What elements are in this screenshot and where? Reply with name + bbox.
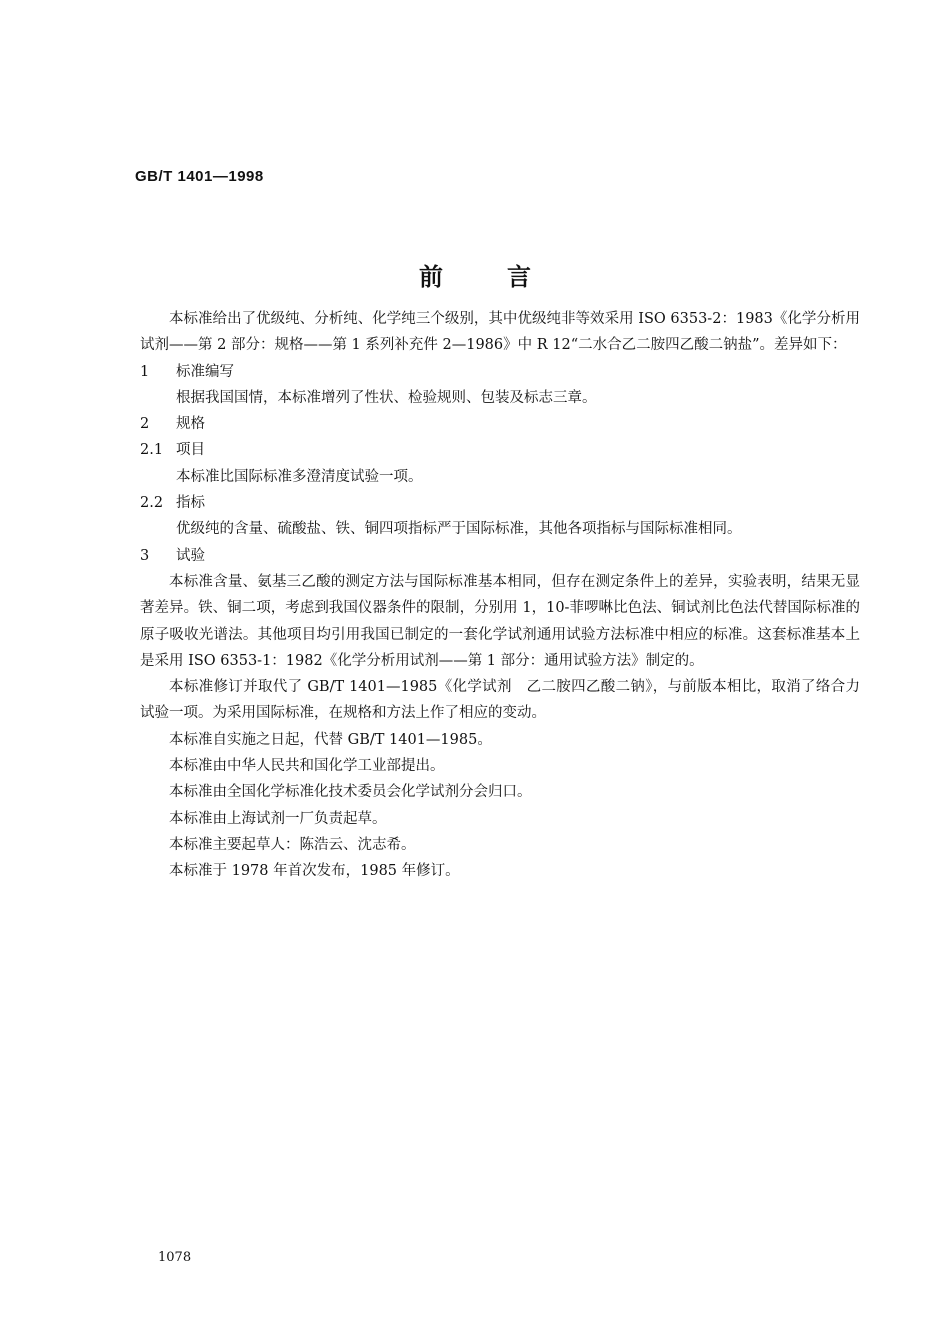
section-2-heading: [140, 411, 860, 437]
page-title: 前言: [419, 262, 595, 291]
section-number: 2: [140, 416, 150, 433]
section-number: 2.2: [140, 495, 164, 512]
closing-paragraph: 本标准于 1978 年首次发布，1985 年修订。: [169, 863, 460, 880]
section-3-text: 本标准含量、氨基三乙酸的测定方法与国际标准基本相同，但存在测定条件上的差异，实验表明，结果无显著差异。铁、铜二项，考虑到我国仪器条件的限制，分别用 1，10-菲啰啉比色法、铜试剂比色法代替国际标准的原子吸收光谱法。其他项目均引用我国已制定的一套化学试剂通用试验方法标准中相应的标准。这套标准基本上是采用 ISO 6353-1：1982《化学分析用试剂——第 1 部分：通用试验方法》制定的。: [140, 573, 860, 669]
section-1-text: 根据我国国情，本标准增列了性状、检验规则、包装及标志三章。: [176, 389, 597, 406]
section-number: 1: [140, 363, 150, 380]
section-2-2-text: 优级纯的含量、硫酸盐、铁、铜四项指标严于国际标准，其他各项指标与国际标准相同。: [176, 521, 742, 538]
section-title: 标准编写: [176, 363, 234, 380]
standard-code: GB/T 1401—1998: [135, 168, 264, 185]
section-2-1-heading: [140, 437, 860, 463]
closing-paragraph: 本标准修订并取代了 GB/T 1401—1985《化学试剂 乙二胺四乙酸二钠》，与前版本相比，取消了络合力试验一项。为采用国际标准，在规格和方法上作了相应的变动。: [140, 679, 860, 722]
section-title: 项目: [176, 442, 205, 459]
closing-paragraph: 本标准由上海试剂一厂负责起草。: [169, 810, 387, 827]
section-3-heading: [140, 543, 860, 569]
section-title: 试验: [176, 547, 205, 564]
section-number: 2.1: [140, 442, 164, 459]
document-body: [140, 306, 860, 885]
closing-paragraph: 本标准由中华人民共和国化学工业部提出。: [169, 758, 445, 775]
section-number: 3: [140, 547, 150, 564]
section-2-2-heading: [140, 490, 860, 516]
section-title: 指标: [176, 495, 205, 512]
section-2-1-text: 本标准比国际标准多澄清度试验一项。: [176, 468, 423, 485]
page-number: 1078: [158, 1250, 192, 1265]
section-1-heading: [140, 359, 860, 385]
intro-paragraph: 本标准给出了优级纯、分析纯、化学纯三个级别，其中优级纯非等效采用 ISO 6353-2：1983《化学分析用试剂——第 2 部分：规格——第 1 系列补充件 2—1986》中 R 12“二水合乙二胺四乙酸二钠盐”。差异如下：: [140, 311, 860, 354]
closing-paragraph: 本标准由全国化学标准化技术委员会化学试剂分会归口。: [169, 784, 532, 801]
section-title: 规格: [176, 416, 205, 433]
closing-paragraph: 本标准自实施之日起，代替 GB/T 1401—1985。: [169, 731, 492, 748]
closing-paragraph: 本标准主要起草人：陈浩云、沈志希。: [169, 836, 416, 853]
